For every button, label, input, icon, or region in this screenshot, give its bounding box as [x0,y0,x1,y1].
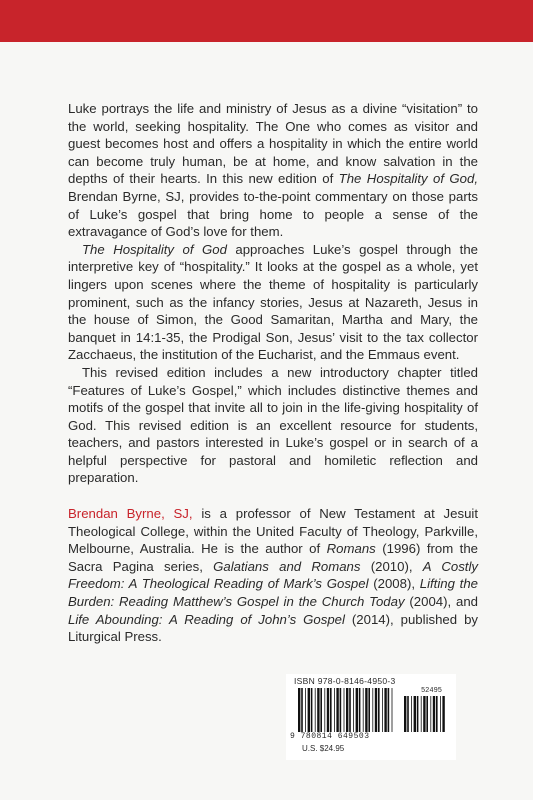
barcode-bars [294,688,450,732]
author-bio: Brendan Byrne, SJ, is a professor of New Testament at Jesuit Theological College, within the United Faculty of Theology, Parkville, Melbourne, Australia. He is the author of Romans (1996) from the Sacra Pagina series, Galatians and Romans (2010), A Costly Freedom: A Theological Reading of Mark’s Gospel (2008), Lifting the Burden: Reading Matthew’s Gospel in the Church Today (2004), and Life Abounding: A Reading of John’s Gospel (2014), published by Liturgical Press. [68,506,479,645]
ean-digits: 9 780814 649503 [290,732,370,741]
author-name: Brendan Byrne, SJ, [68,506,193,522]
back-cover-text [68,100,478,646]
isbn-label: ISBN 978-0-8146-4950-3 [294,676,396,686]
top-color-band [0,0,533,42]
barcode-box [286,674,456,760]
description-paragraph-1: Luke portrays the life and ministry of Jesus as a divine “visitation” to the world, seeking hospitality. The One who comes as visitor and guest becomes host and offers a hospitality in which the entire world can become truly human, be at home, and know salvation in the depths of their hearts. In this new edition of The Hospitality of God, Brendan Byrne, SJ, provides to-the-point commentary on those parts of Luke’s gospel that bring home to people a sense of the extravagance of God’s love for them. [68,101,478,240]
book-title-italic: The Hospitality of God, [338,171,478,187]
book-title-italic: The Hospitality of God [82,241,227,257]
addon-digits: 52495 [420,687,442,695]
price-label: U.S. $24.95 [302,744,345,753]
description-paragraph-3: This revised edition includes a new introductory chapter titled “Features of Luke’s Gospel,” which includes distinctive themes and motifs of the gospel that invite all to join in the life-giving hospitality of God. This revised edition is an excellent resource for students, teachers, and pastors interested in Luke’s gospel or in search of a helpful perspective for pastoral and homiletic reflection and preparation. [68,364,478,486]
description-paragraph-2: The Hospitality of God approaches Luke’s gospel through the interpretive key of “hospitality.” It looks at the gospel as a whole, yet lingers upon scenes where the theme of hospitality is particularly prominent, such as the infancy stories, Jesus at Nazareth, Jesus in the house of Simon, the Good Samaritan, Martha and Mary, the banquet in 14:1-35, the Prodigal Son, Jesus’ visit to the tax collector Zacchaeus, the institution of the Eucharist, and the Emmaus event. [68,241,478,363]
